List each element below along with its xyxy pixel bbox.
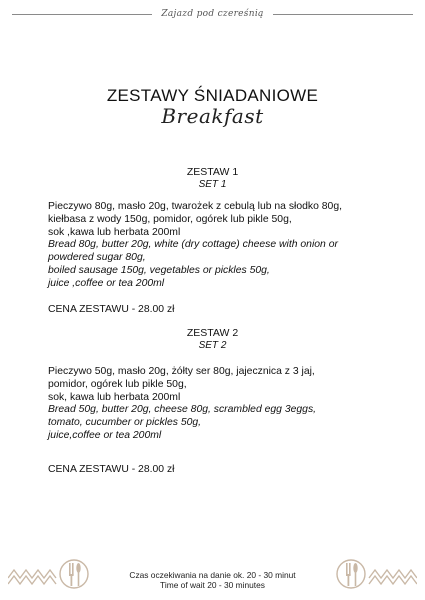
set-2-pl-line: sok, kawa lub herbata 200ml xyxy=(48,391,181,403)
set-1-subtitle: SET 1 xyxy=(198,179,227,190)
set-1-title: ZESTAW 1 xyxy=(186,166,239,178)
set-1-en-line: juice ,coffee or tea 200ml xyxy=(48,277,165,289)
set-2-price: CENA ZESTAWU - 28.00 zł xyxy=(48,464,175,475)
set-2-subtitle: SET 2 xyxy=(198,340,227,351)
cutlery-ornament-icon xyxy=(8,548,90,592)
set-2-en-line: Bread 50g, butter 20g, cheese 80g, scrambled egg 3eggs, xyxy=(48,404,317,416)
wait-time-en: Time of wait 20 - 30 minutes xyxy=(160,580,265,590)
wait-time-pl: Czas oczekiwania na danie ok. 20 - 30 minut xyxy=(129,570,296,580)
set-1-pl-line: sok ,kawa lub herbata 200ml xyxy=(48,226,181,238)
header-ornament xyxy=(12,7,413,21)
set-2-pl-line: pomidor, ogórek lub pikle 50g, xyxy=(48,378,187,390)
set-1-description xyxy=(48,201,408,291)
menu-title: ZESTAWY ŚNIADANIOWE xyxy=(106,86,319,105)
set-1-price: CENA ZESTAWU - 28.00 zł xyxy=(48,304,175,315)
set-2-pl-line: Pieczywo 50g, masło 20g, żółty ser 80g, jajecznica z 3 jaj, xyxy=(48,366,315,377)
set-2-description xyxy=(48,366,408,443)
set-1-en-line: powdered sugar 80g, xyxy=(48,252,146,264)
brand-name: Zajazd pod czereśnią xyxy=(161,9,264,19)
set-1-en-line: boiled sausage 150g, vegetables or pickles 50g, xyxy=(48,264,270,276)
set-2-en-line: tomato, cucumber or pickles 50g, xyxy=(48,417,202,429)
set-2-title: ZESTAW 2 xyxy=(186,327,239,339)
set-1-pl-line: Pieczywo 80g, masło 20g, twarożek z cebulą lub na słodko 80g, xyxy=(48,201,342,212)
set-1-pl-line: kiełbasa z wody 150g, pomidor, ogórek lub pikle 50g, xyxy=(48,213,292,225)
menu-subtitle: Breakfast xyxy=(161,104,264,128)
set-2-en-line: juice,coffee or tea 200ml xyxy=(48,429,162,441)
cutlery-ornament-icon xyxy=(335,548,417,592)
header-rule-right xyxy=(273,14,413,15)
set-1-en-line: Bread 80g, butter 20g, white (dry cottage) cheese with onion or xyxy=(48,239,338,251)
